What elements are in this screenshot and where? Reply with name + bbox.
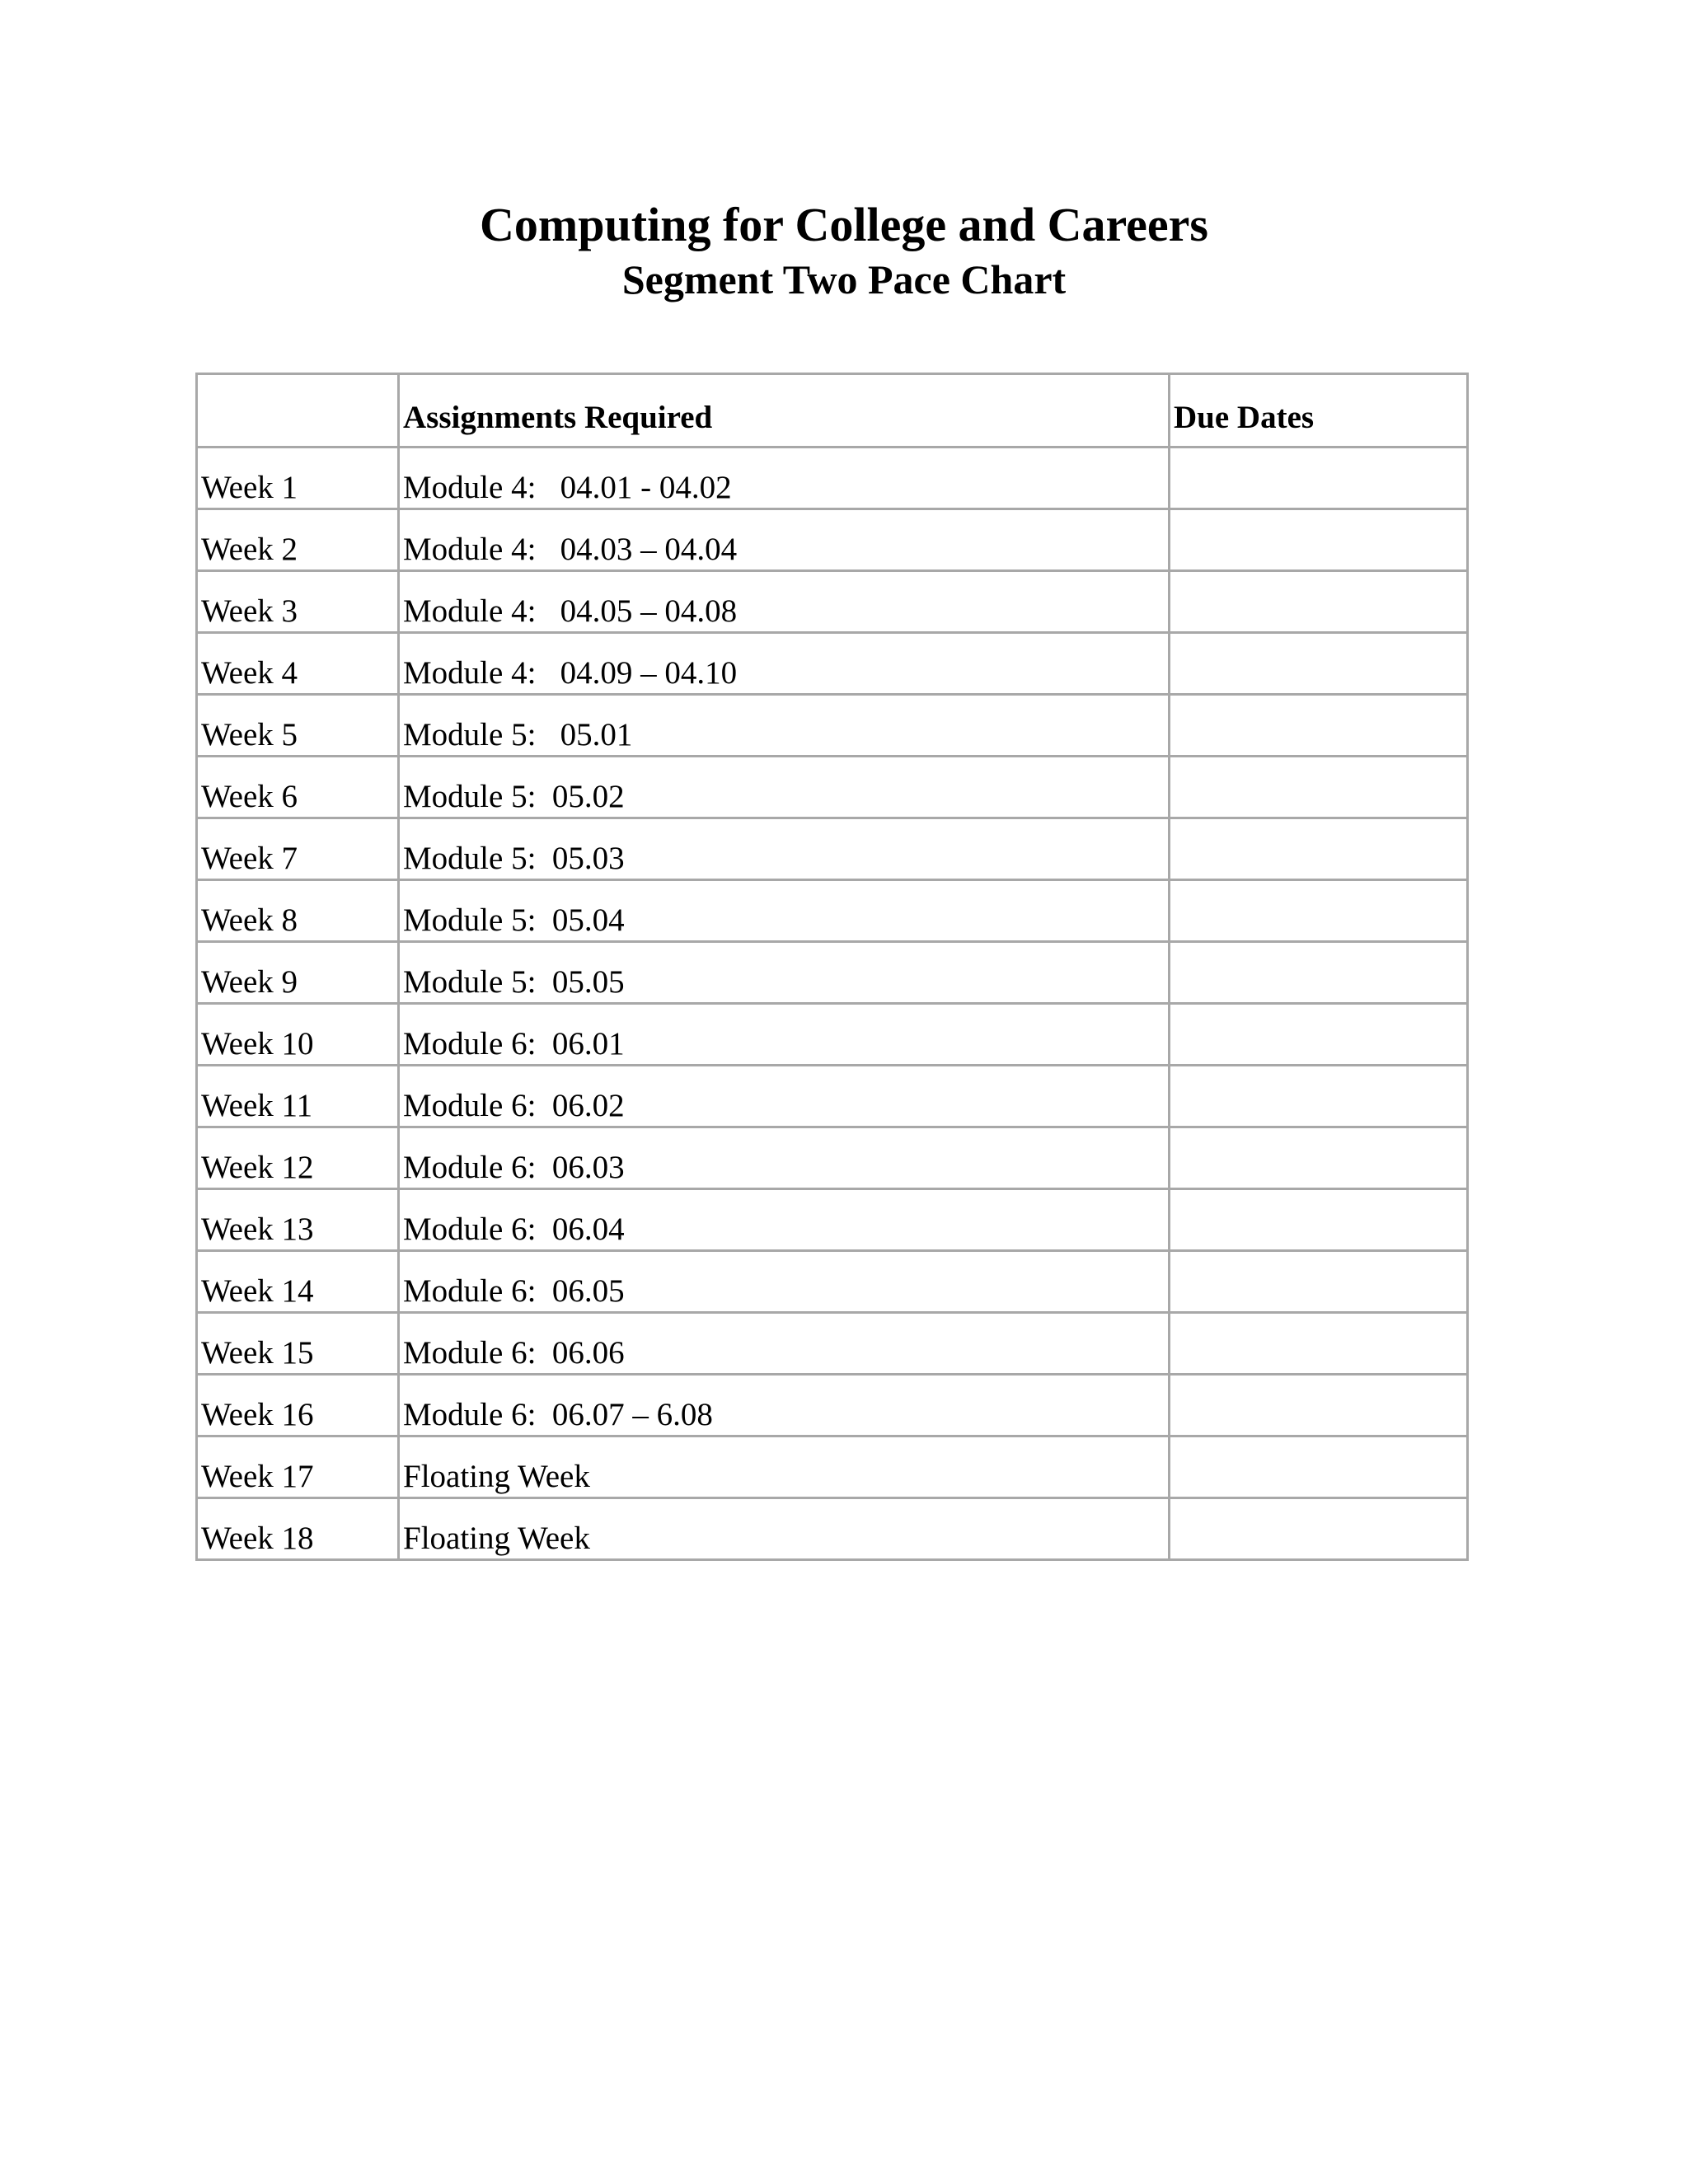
week-cell: Week 10	[197, 1004, 399, 1066]
due-date-cell	[1170, 571, 1468, 633]
week-cell: Week 7	[197, 818, 399, 880]
table-row	[197, 1127, 1468, 1189]
pace-chart-table	[195, 373, 1469, 1561]
week-cell: Week 15	[197, 1313, 399, 1375]
table-row	[197, 571, 1468, 633]
assignment-cell: Module 6: 06.07 – 6.08	[399, 1375, 1170, 1436]
table-row	[197, 633, 1468, 695]
due-date-cell	[1170, 1189, 1468, 1251]
header-row	[197, 374, 1468, 448]
assignment-cell: Module 6: 06.05	[399, 1251, 1170, 1313]
document-title: Computing for College and Careers	[480, 198, 1208, 251]
due-date-cell	[1170, 1436, 1468, 1498]
table-row	[197, 1436, 1468, 1498]
week-cell: Week 9	[197, 942, 399, 1004]
table-row	[197, 757, 1468, 818]
assignment-cell: Module 6: 06.03	[399, 1127, 1170, 1189]
due-date-cell	[1170, 448, 1468, 509]
table-row	[197, 1498, 1468, 1560]
assignment-cell: Module 4: 04.01 - 04.02	[399, 448, 1170, 509]
assignment-cell: Module 4: 04.09 – 04.10	[399, 633, 1170, 695]
table-row	[197, 1251, 1468, 1313]
week-cell: Week 17	[197, 1436, 399, 1498]
assignments-column-header: Assignments Required	[399, 374, 1170, 448]
week-cell: Week 12	[197, 1127, 399, 1189]
week-cell: Week 14	[197, 1251, 399, 1313]
due-date-cell	[1170, 1066, 1468, 1127]
table-row	[197, 1313, 1468, 1375]
table-row	[197, 942, 1468, 1004]
week-cell: Week 11	[197, 1066, 399, 1127]
week-cell: Week 4	[197, 633, 399, 695]
week-cell: Week 2	[197, 509, 399, 571]
week-column-header	[197, 374, 399, 448]
assignment-cell: Module 4: 04.05 – 04.08	[399, 571, 1170, 633]
table-row	[197, 1066, 1468, 1127]
assignment-cell: Module 5: 05.02	[399, 757, 1170, 818]
assignment-cell: Module 6: 06.02	[399, 1066, 1170, 1127]
table-row	[197, 1189, 1468, 1251]
assignment-cell: Module 6: 06.04	[399, 1189, 1170, 1251]
week-cell: Week 13	[197, 1189, 399, 1251]
due-date-cell	[1170, 1004, 1468, 1066]
table-row	[197, 509, 1468, 571]
table-row	[197, 695, 1468, 757]
assignment-cell: Module 5: 05.01	[399, 695, 1170, 757]
due-date-cell	[1170, 1251, 1468, 1313]
due-date-cell	[1170, 818, 1468, 880]
due-date-cell	[1170, 1498, 1468, 1560]
assignment-cell: Floating Week	[399, 1498, 1170, 1560]
table-row	[197, 818, 1468, 880]
document-subtitle: Segment Two Pace Chart	[621, 256, 1067, 302]
assignment-cell: Floating Week	[399, 1436, 1170, 1498]
due-date-cell	[1170, 880, 1468, 942]
table-row	[197, 1375, 1468, 1436]
week-cell: Week 1	[197, 448, 399, 509]
week-cell: Week 6	[197, 757, 399, 818]
due-date-cell	[1170, 942, 1468, 1004]
due-date-cell	[1170, 1375, 1468, 1436]
due-date-cell	[1170, 1313, 1468, 1375]
week-cell: Week 18	[197, 1498, 399, 1560]
due-date-cell	[1170, 509, 1468, 571]
due-date-cell	[1170, 695, 1468, 757]
table-header	[197, 374, 1468, 448]
assignment-cell: Module 5: 05.03	[399, 818, 1170, 880]
assignment-cell: Module 6: 06.01	[399, 1004, 1170, 1066]
assignment-cell: Module 5: 05.04	[399, 880, 1170, 942]
table-body	[197, 448, 1468, 1560]
table-row	[197, 448, 1468, 509]
week-cell: Week 8	[197, 880, 399, 942]
due-date-cell	[1170, 633, 1468, 695]
assignment-cell: Module 4: 04.03 – 04.04	[399, 509, 1170, 571]
assignment-cell: Module 5: 05.05	[399, 942, 1170, 1004]
table-row	[197, 880, 1468, 942]
due-date-cell	[1170, 757, 1468, 818]
week-cell: Week 5	[197, 695, 399, 757]
assignment-cell: Module 6: 06.06	[399, 1313, 1170, 1375]
table-row	[197, 1004, 1468, 1066]
due-date-cell	[1170, 1127, 1468, 1189]
week-cell: Week 16	[197, 1375, 399, 1436]
week-cell: Week 3	[197, 571, 399, 633]
due-dates-column-header: Due Dates	[1170, 374, 1468, 448]
